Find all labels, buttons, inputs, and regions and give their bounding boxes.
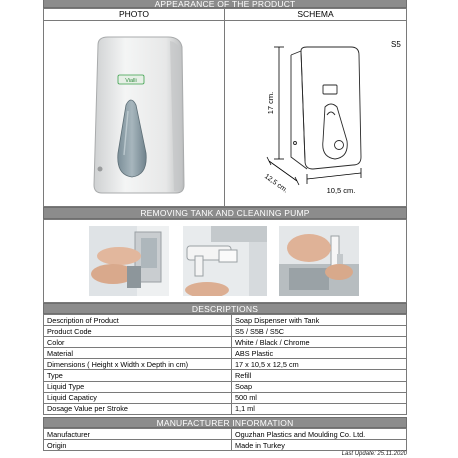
- spec-label: Product Code: [44, 326, 232, 337]
- spec-label: Origin: [44, 440, 232, 451]
- table-row: [44, 337, 407, 348]
- schema-drawing: [261, 45, 385, 201]
- spec-value: Made in Turkey: [232, 440, 407, 451]
- product-datasheet: [43, 0, 407, 457]
- spec-label: Dimensions ( Height x Width x Depth in cm): [44, 359, 232, 370]
- schema-panel: [224, 8, 407, 207]
- remove-tank-photo: [89, 226, 169, 296]
- height-dimension-label: 17 cm.: [266, 91, 275, 115]
- spec-label: Type: [44, 370, 232, 381]
- cleaning-pump-photo: [279, 226, 359, 296]
- spec-value: 1,1 ml: [232, 403, 407, 414]
- spec-label: Description of Product: [44, 315, 232, 326]
- table-row: [44, 326, 407, 337]
- spec-label: Manufacturer: [44, 429, 232, 440]
- pump-detail-photo: [183, 226, 267, 296]
- brand-label: Vialli: [125, 78, 137, 84]
- spec-value: S5 / S5B / S5C: [232, 326, 407, 337]
- table-row: [44, 429, 407, 440]
- table-row: [44, 392, 407, 403]
- spec-value: Soap: [232, 381, 407, 392]
- spec-label: Color: [44, 337, 232, 348]
- spec-value: Refill: [232, 370, 407, 381]
- schema-code: S5: [391, 40, 401, 49]
- spec-value: White / Black / Chrome: [232, 337, 407, 348]
- photo-column-header: PHOTO: [44, 9, 224, 21]
- spec-value: 17 x 10,5 x 12,5 cm: [232, 359, 407, 370]
- width-dimension-label: 10,5 cm.: [326, 186, 356, 195]
- section-header-appearance: APPEARANCE OF THE PRODUCT: [43, 0, 407, 8]
- last-update-note: Last Update: 25.11.2020: [341, 451, 407, 457]
- spec-label: Dosage Value per Stroke: [44, 403, 232, 414]
- spec-label: Liquid Capaticy: [44, 392, 232, 403]
- spec-value: Soap Dispenser with Tank: [232, 315, 407, 326]
- dispenser-photo: [84, 35, 188, 197]
- table-row: [44, 359, 407, 370]
- photo-panel: [43, 8, 225, 207]
- schema-column-header: SCHEMA: [225, 9, 406, 21]
- table-row: [44, 403, 407, 414]
- table-row: [44, 440, 407, 451]
- depth-dimension-label: 12,5 cm.: [262, 173, 289, 195]
- table-row: [44, 381, 407, 392]
- section-header-removing: REMOVING TANK AND CLEANING PUMP: [43, 207, 407, 219]
- spec-label: Liquid Type: [44, 381, 232, 392]
- section-header-descriptions: DESCRIPTIONS: [43, 303, 407, 314]
- descriptions-table: [43, 314, 407, 415]
- spec-value: 500 ml: [232, 392, 407, 403]
- table-row: [44, 348, 407, 359]
- spec-value: ABS Plastic: [232, 348, 407, 359]
- section-header-manufacturer: MANUFACTURER INFORMATION: [43, 417, 407, 428]
- spec-value: Oguzhan Plastics and Moulding Co. Ltd.: [232, 429, 407, 440]
- manufacturer-table: [43, 428, 407, 451]
- table-row: [44, 370, 407, 381]
- spec-label: Material: [44, 348, 232, 359]
- table-row: [44, 315, 407, 326]
